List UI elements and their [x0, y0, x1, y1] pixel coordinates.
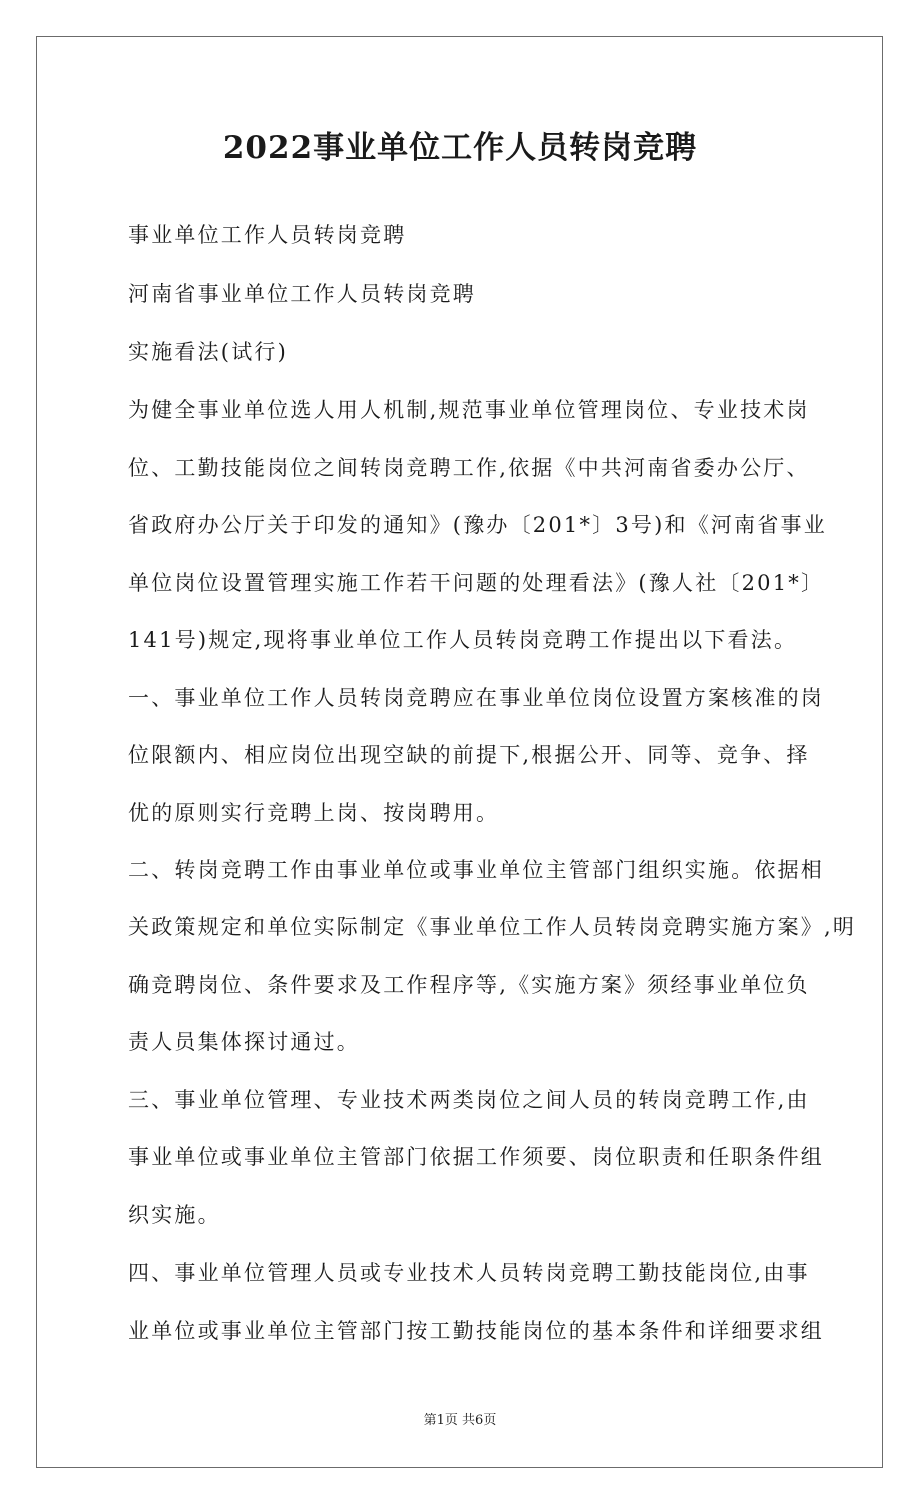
text-line: 四、事业单位管理人员或专业技术人员转岗竞聘工勤技能岗位,由事: [128, 1261, 810, 1285]
text-line: 省政府办公厅关于印发的通知》(豫办〔201*〕3号)和《河南省事业: [128, 513, 827, 537]
text-line: 确竞聘岗位、条件要求及工作程序等,《实施方案》须经事业单位负: [128, 973, 810, 997]
text-line: 关政策规定和单位实际制定《事业单位工作人员转岗竞聘实施方案》,明: [128, 915, 857, 939]
text-line: 业单位或事业单位主管部门按工勤技能岗位的基本条件和详细要求组: [128, 1319, 824, 1343]
text-line: 实施看法(试行): [128, 340, 288, 364]
text-line: 141号)规定,现将事业单位工作人员转岗竞聘工作提出以下看法。: [128, 628, 798, 652]
text-line: 一、事业单位工作人员转岗竞聘应在事业单位岗位设置方案核准的岗: [128, 686, 824, 710]
text-line: 事业单位或事业单位主管部门依据工作须要、岗位职责和任职条件组: [128, 1145, 824, 1169]
text-line: 优的原则实行竞聘上岗、按岗聘用。: [128, 801, 500, 825]
text-line: 位、工勤技能岗位之间转岗竞聘工作,依据《中共河南省委办公厅、: [128, 456, 810, 480]
text-line: 事业单位工作人员转岗竞聘: [128, 223, 407, 247]
text-line: 河南省事业单位工作人员转岗竞聘: [128, 282, 476, 306]
text-line: 单位岗位设置管理实施工作若干问题的处理看法》(豫人社〔201*〕: [128, 571, 825, 595]
text-line: 为健全事业单位选人用人机制,规范事业单位管理岗位、专业技术岗: [128, 398, 810, 422]
text-line: 织实施。: [128, 1203, 221, 1227]
text-line: 位限额内、相应岗位出现空缺的前提下,根据公开、同等、竞争、择: [128, 743, 810, 767]
page-number: 第1页 共6页: [423, 1413, 497, 1428]
document-title: 2022事业单位工作人员转岗竞聘: [222, 130, 698, 166]
text-line: 责人员集体探讨通过。: [128, 1030, 360, 1054]
text-line: 二、转岗竞聘工作由事业单位或事业单位主管部门组织实施。依据相: [128, 858, 824, 882]
text-line: 三、事业单位管理、专业技术两类岗位之间人员的转岗竞聘工作,由: [128, 1088, 810, 1112]
